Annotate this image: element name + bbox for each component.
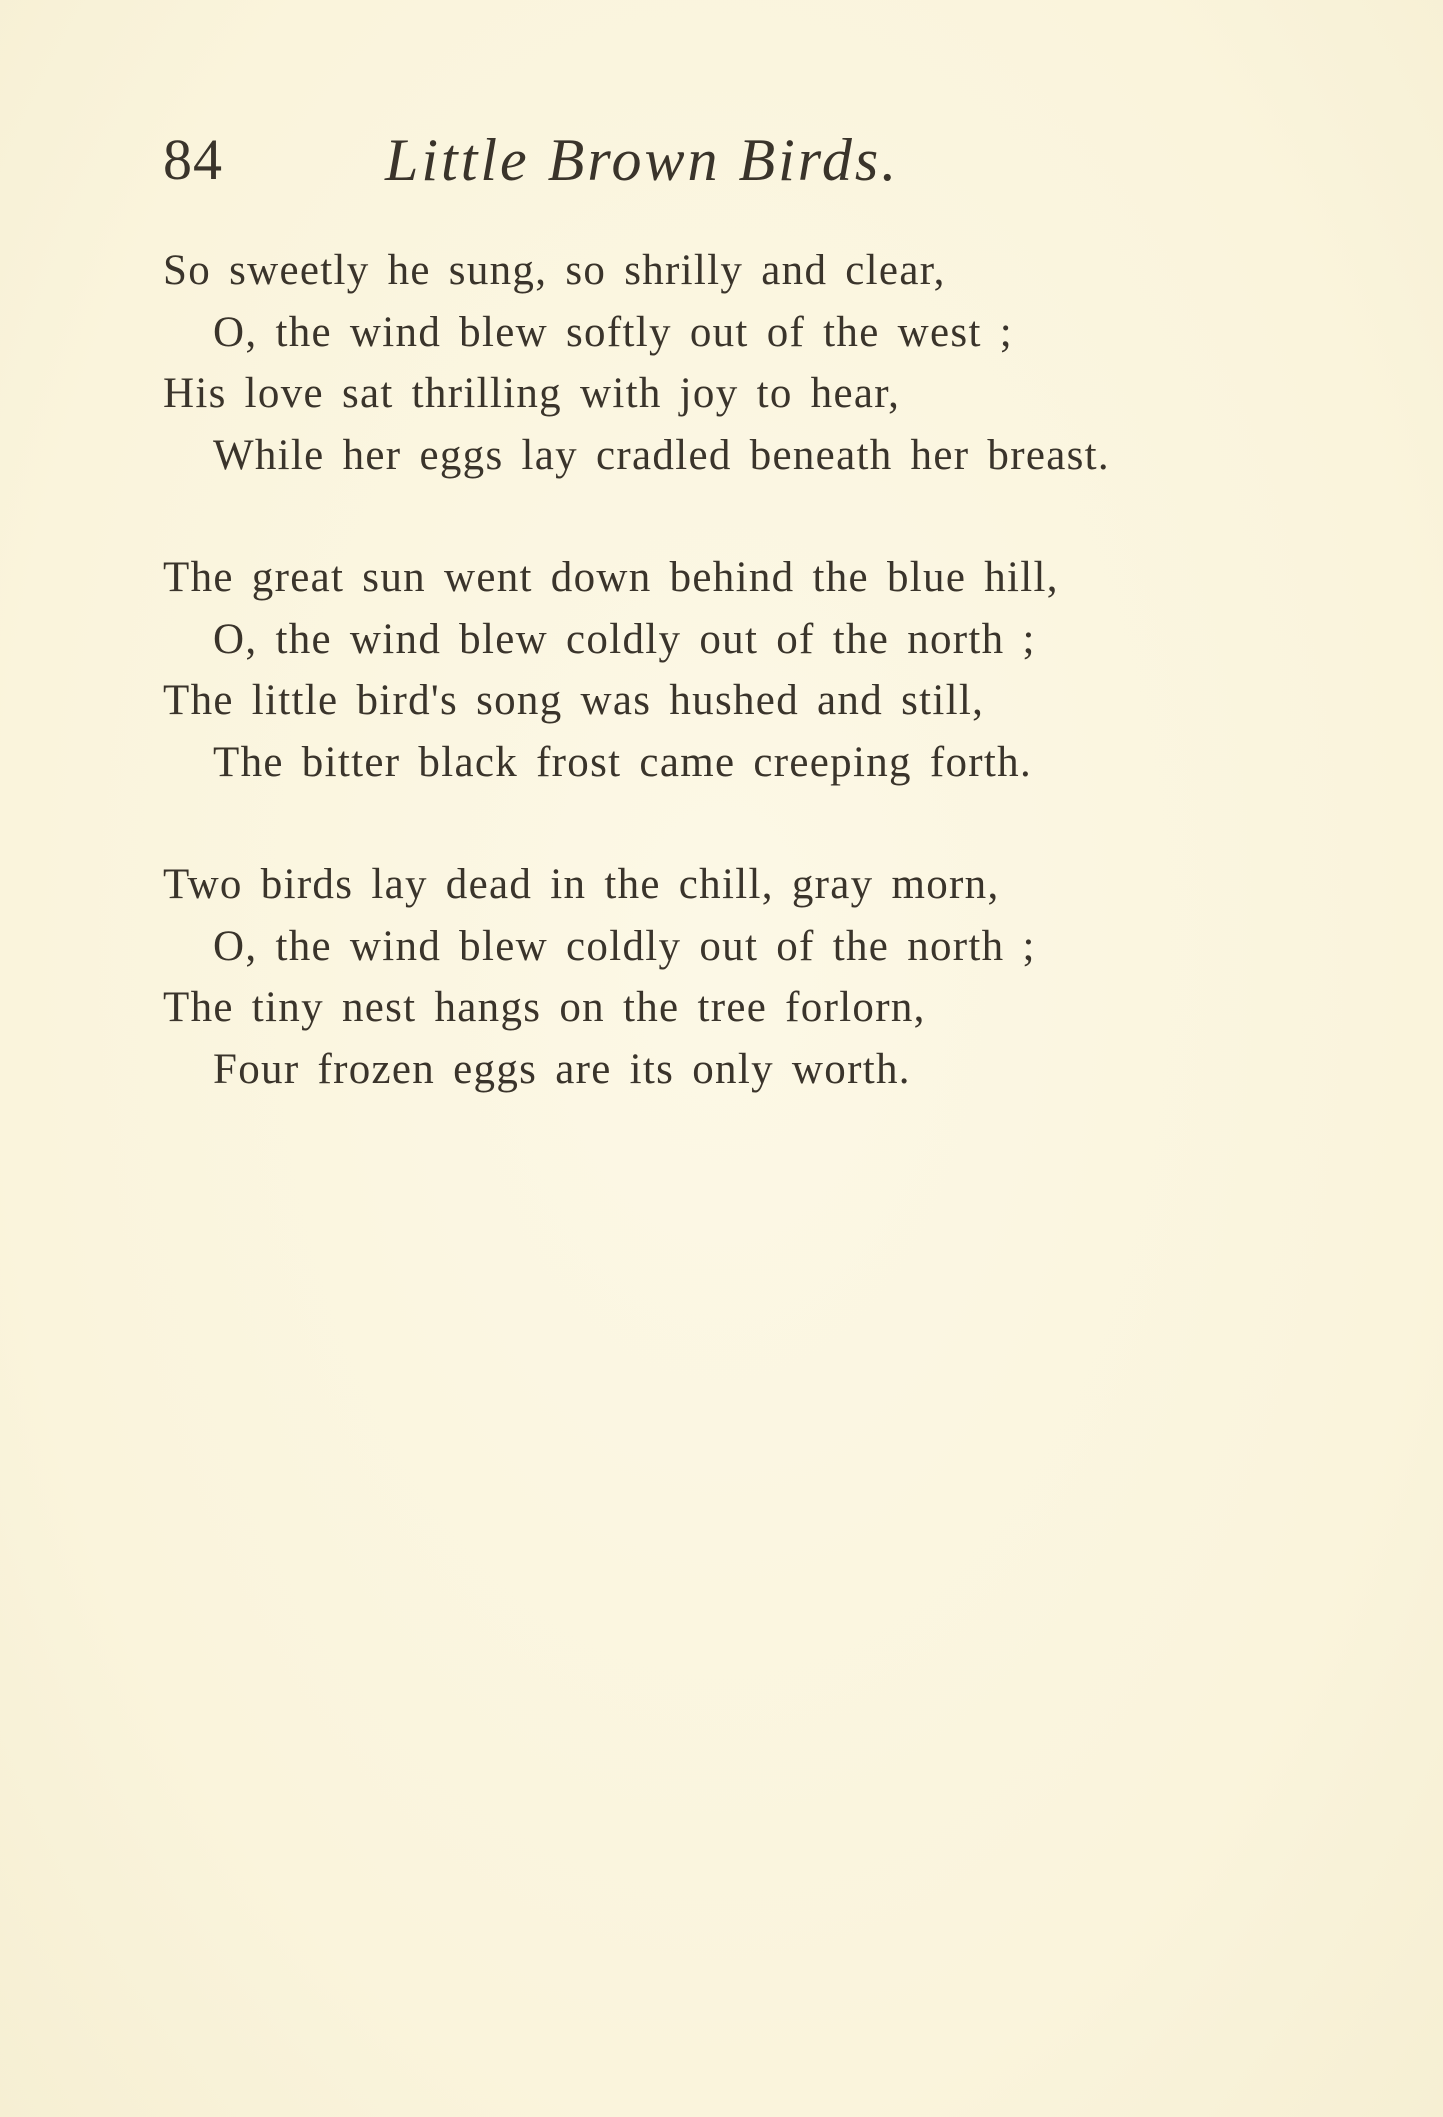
stanza xyxy=(163,240,1313,486)
stanza xyxy=(163,547,1313,793)
poem-line: O, the wind blew coldly out of the north ; xyxy=(213,615,1036,663)
poem xyxy=(163,240,1313,1161)
poem-line: Two birds lay dead in the chill, gray morn, xyxy=(163,861,1000,908)
page-number: 84 xyxy=(163,127,223,192)
poem-line: O, the wind blew softly out of the west ; xyxy=(213,308,1013,356)
poem-line: O, the wind blew coldly out of the north ; xyxy=(213,922,1036,970)
poem-line: While her eggs lay cradled beneath her breast. xyxy=(213,431,1110,479)
poem-line: The bitter black frost came creeping forth. xyxy=(213,738,1032,786)
poem-line: The little bird's song was hushed and still, xyxy=(163,677,985,724)
poem-line: The great sun went down behind the blue hill, xyxy=(163,554,1059,601)
page-header xyxy=(163,120,1263,210)
poem-line: His love sat thrilling with joy to hear, xyxy=(163,370,901,417)
poem-line: Four frozen eggs are its only worth. xyxy=(213,1045,911,1093)
running-title: Little Brown Birds. xyxy=(385,127,900,193)
poem-line: So sweetly he sung, so shrilly and clear, xyxy=(163,247,946,294)
stanza xyxy=(163,854,1313,1100)
poem-line: The tiny nest hangs on the tree forlorn, xyxy=(163,984,926,1031)
